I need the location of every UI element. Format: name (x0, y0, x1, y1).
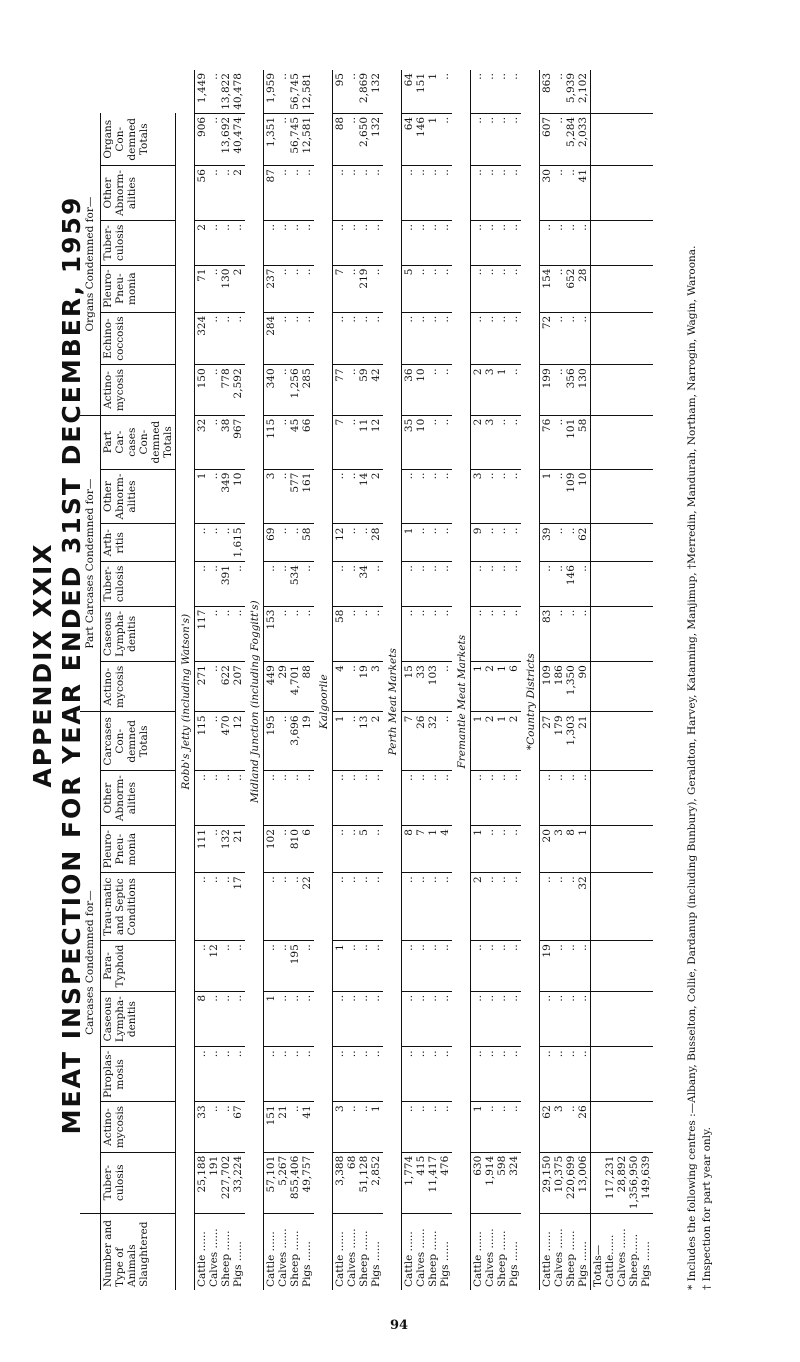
table-cell: .. .. .. .. (402, 312, 453, 365)
column-header: Other Abnorm-alities (101, 166, 176, 221)
table-cell: .. .. .. .. (540, 221, 591, 266)
table-cell: 1 .. .. .. (471, 1102, 522, 1152)
column-header: Echino-coccosis (101, 312, 176, 365)
table-cell: 1 .. 13 2 (333, 712, 384, 771)
section-heading: Robb's Jetty (including Watson's) (180, 613, 192, 790)
table-cell: .. .. .. 32 (540, 873, 591, 941)
table-cell (591, 365, 654, 415)
table-cell: .. .. 391 .. (195, 562, 246, 607)
table-cell: .. .. .. .. (402, 991, 453, 1047)
column-header: Arth-ritis (101, 524, 176, 562)
table-cell: .. .. 534 .. (264, 562, 315, 607)
carcases-group-header: Carcases Condemned for— (80, 712, 101, 1213)
table-cell: 1,449 .. 13,822 40,478 (195, 70, 246, 113)
section-heading-row (314, 70, 333, 1290)
appendix-label: APPENDIX XXIX (28, 542, 57, 788)
table-cell: .. .. .. .. (402, 469, 453, 524)
table-cell: 117 .. .. .. (195, 606, 246, 662)
table-cell: 33 .. .. 67 (195, 1102, 246, 1152)
column-header: Actino-mycosis (101, 1102, 176, 1152)
table-cell: .. .. .. .. (333, 221, 384, 266)
table-cell: .. .. .. .. (333, 166, 384, 221)
table-cell: 115 .. 470 12 (195, 712, 246, 771)
column-header: Pleuro-Pneu-monia (101, 265, 176, 312)
table-cell: 109 186 1,350 90 (540, 662, 591, 712)
table-cell (591, 166, 654, 221)
table-cell: 64 146 1 .. (402, 113, 453, 165)
table-cell: 29,150 10,375 220,699 13,006 (540, 1152, 591, 1213)
table-cell: .. .. .. .. (540, 991, 591, 1047)
table-cell (591, 415, 654, 469)
table-cell: .. .. .. .. (402, 1102, 453, 1152)
table-cell: 7 .. 219 .. (333, 265, 384, 312)
column-header: Part Car-cases Con-demned Totals (101, 415, 176, 469)
table-cell: 72 .. .. .. (540, 312, 591, 365)
animal-types-cell: Cattle ...... Calves ...... Sheep ...... Pigs ...... (195, 1213, 246, 1290)
table-cell: .. .. .. .. (333, 312, 384, 365)
column-header: Tuber-culosis (101, 562, 176, 607)
table-cell: 340 .. 1,256 285 (264, 365, 315, 415)
section-heading-row (245, 70, 264, 1290)
footnotes (685, 246, 715, 1290)
table-cell: 83 .. .. .. (540, 606, 591, 662)
table-cell: 58 .. .. .. (333, 606, 384, 662)
table-cell: 324 .. .. .. (195, 312, 246, 365)
column-header: Pleuro-Pneu-monia (101, 826, 176, 873)
table-cell: 76 .. 101 58 (540, 415, 591, 469)
table-cell: .. .. .. 1,615 (195, 524, 246, 562)
table-cell: 1 .. .. .. (471, 826, 522, 873)
animal-types-cell: Totals— Cattle...... Calves ...... Sheep...... Pigs ...... (591, 1213, 654, 1290)
table-title: MEAT INSPECTION FOR YEAR ENDED 31ST DECEMBER, 1959 (57, 195, 86, 1135)
table-cell: 115 .. 45 66 (264, 415, 315, 469)
table-cell: 271 .. 622 207 (195, 662, 246, 712)
table-cell: .. .. 5 .. (333, 826, 384, 873)
table-cell: .. .. .. .. (471, 562, 522, 607)
section-heading-row (176, 70, 195, 1290)
part-carcases-group-header: Part Carcases Condemned for— (80, 415, 101, 712)
table-row (540, 70, 591, 1290)
column-header: Tuber-culosis (101, 221, 176, 266)
table-cell: .. .. .. .. (264, 221, 315, 266)
table-cell: 284 .. .. .. (264, 312, 315, 365)
table-cell: 77 .. 59 42 (333, 365, 384, 415)
table-cell (591, 771, 654, 826)
table-cell (591, 312, 654, 365)
table-cell: 1 .. .. .. (264, 991, 315, 1047)
table-cell: .. .. .. .. (402, 1047, 453, 1102)
table-cell: 630 1,914 598 324 (471, 1152, 522, 1213)
table-row (195, 70, 246, 1290)
table-cell: .. .. 146 .. (540, 562, 591, 607)
table-cell: .. .. .. .. (471, 991, 522, 1047)
section-heading: Midland Junction (including Foggitt's) (249, 600, 261, 804)
table-cell (591, 662, 654, 712)
table-cell: .. .. 34 .. (333, 562, 384, 607)
table-cell: 87 .. .. .. (264, 166, 315, 221)
table-cell: 607 .. 5,284 2,033 (540, 113, 591, 165)
page-number: 94 (390, 1318, 409, 1333)
table-cell (591, 873, 654, 941)
table-cell: 2 3 1 .. (471, 365, 522, 415)
column-header: Para-Typhoid (101, 941, 176, 992)
table-cell: 25,188 191 227,702 33,224 (195, 1152, 246, 1213)
table-row (402, 70, 453, 1290)
table-cell: .. .. .. .. (471, 221, 522, 266)
table-cell: 150 .. 778 2,592 (195, 365, 246, 415)
footnote-part-year: † Inspection for part year only. (701, 1127, 713, 1290)
table-cell: 1,959 .. 56,745 12,581 (264, 70, 315, 113)
animal-types-cell: Cattle ...... Calves ...... Sheep ...... Pigs ...... (471, 1213, 522, 1290)
table-cell: 1 .. 109 10 (540, 469, 591, 524)
table-cell: .. .. .. 17 (195, 873, 246, 941)
table-cell: .. .. .. .. (471, 70, 522, 113)
table-cell: .. .. .. .. (402, 941, 453, 992)
table-cell: 863 .. 5,939 2,102 (540, 70, 591, 113)
table-cell: .. 12 .. .. (195, 941, 246, 992)
table-cell (591, 562, 654, 607)
table-cell: .. .. .. .. (471, 312, 522, 365)
column-header: Other Abnorm-alities (101, 469, 176, 524)
table-cell: 5 .. .. .. (402, 265, 453, 312)
table-cell: 95 .. 2,869 132 (333, 70, 384, 113)
table-cell: 2 .. .. .. (471, 873, 522, 941)
table-cell: 62 3 .. 26 (540, 1102, 591, 1152)
column-header: Actino-mycosis (101, 662, 176, 712)
table-cell (591, 221, 654, 266)
column-header: Actino-mycosis (101, 365, 176, 415)
table-cell: 7 .. 11 12 (333, 415, 384, 469)
column-header: Organs Con-demned Totals (101, 113, 176, 165)
table-cell: 3,388 68 51,128 2,852 (333, 1152, 384, 1213)
animal-types-cell: Cattle ...... Calves ...... Sheep ...... Pigs ...... (264, 1213, 315, 1290)
table-cell: .. .. .. .. (471, 166, 522, 221)
section-heading: Kalgoorlie (318, 674, 330, 730)
column-header: Piroplas-mosis (101, 1047, 176, 1102)
table-cell: .. .. .. .. (402, 562, 453, 607)
table-cell: 71 .. 130 2 (195, 265, 246, 312)
table-cell: .. .. .. .. (333, 873, 384, 941)
table-cell: 88 .. 2,650 132 (333, 113, 384, 165)
table-cell: .. .. .. .. (471, 113, 522, 165)
table-cell: .. .. 14 2 (333, 469, 384, 524)
table-cell (591, 712, 654, 771)
table-cell: 39 .. .. 62 (540, 524, 591, 562)
table-cell: 27 179 1,303 21 (540, 712, 591, 771)
table-body (176, 70, 654, 1290)
table-cell: .. .. .. .. (471, 771, 522, 826)
table-cell: 19 .. .. .. (540, 941, 591, 992)
table-cell: .. .. .. .. (264, 771, 315, 826)
table-cell: 32 .. 38 967 (195, 415, 246, 469)
table-cell: 64 151 1 .. (402, 70, 453, 113)
table-cell (591, 265, 654, 312)
table-cell: .. .. .. .. (471, 265, 522, 312)
section-heading-row (383, 70, 402, 1290)
section-heading: Perth Meat Markets (387, 648, 399, 756)
table-cell: .. .. .. .. (402, 606, 453, 662)
table-cell: 102 .. 810 6 (264, 826, 315, 873)
table-cell: 12 .. .. 28 (333, 524, 384, 562)
table-cell: .. .. .. .. (195, 1047, 246, 1102)
table-cell: .. .. .. .. (264, 1047, 315, 1102)
animal-types-cell: Cattle ...... Calves ...... Sheep ...... Pigs ...... (402, 1213, 453, 1290)
section-heading-row (521, 70, 540, 1290)
column-header: Trau-matic and Septic Conditions (101, 873, 176, 941)
table-cell: 36 10 .. .. (402, 365, 453, 415)
table-cell (591, 1102, 654, 1152)
table-cell: .. .. .. 22 (264, 873, 315, 941)
table-cell: 151 21 .. 41 (264, 1102, 315, 1152)
table-cell (591, 991, 654, 1047)
table-cell: 3 .. .. 1 (333, 1102, 384, 1152)
table-cell: .. .. .. .. (402, 221, 453, 266)
table-cell: .. .. .. .. (402, 873, 453, 941)
table-cell: .. .. 195 .. (264, 941, 315, 992)
table-cell: 199 .. 356 130 (540, 365, 591, 415)
table-cell: 9 .. .. .. (471, 524, 522, 562)
table-cell: 30 .. .. 41 (540, 166, 591, 221)
column-header: Other Abnorm-alities (101, 771, 176, 826)
section-heading: *Country Districts (525, 653, 537, 751)
table-cell: 153 .. .. .. (264, 606, 315, 662)
table-cell: .. .. .. .. (333, 771, 384, 826)
table-cell: 57,101 5,267 855,406 49,757 (264, 1152, 315, 1213)
organs-group-header: Organs Condemned for— (80, 113, 101, 415)
table-cell: 20 3 8 1 (540, 826, 591, 873)
table-cell (591, 70, 654, 113)
table-cell: 117,231 28,892 1,356,950 149,639 (591, 1152, 654, 1213)
table-cell (591, 826, 654, 873)
table-cell: .. .. .. .. (195, 771, 246, 826)
table-cell: 1,774 415 11,417 476 (402, 1152, 453, 1213)
table-cell: 69 .. .. 58 (264, 524, 315, 562)
table-cell: 3 .. .. .. (471, 469, 522, 524)
table-cell: 237 .. .. .. (264, 265, 315, 312)
column-header: Tuber-culosis (101, 1152, 176, 1213)
table-cell: 154 .. 652 28 (540, 265, 591, 312)
table-cell: 2 .. .. .. (195, 221, 246, 266)
table-cell: 2 3 .. .. (471, 415, 522, 469)
table-cell: 3 .. 577 161 (264, 469, 315, 524)
column-header: Caseous Lympha-denitis (101, 606, 176, 662)
footnote-centres: * Includes the following centres :—Albany, Busselton, Collie, Dardanup (including Bunbury), Geraldton, Harvey, Katanning, Manjimup, †Merredin, Mandurah, Northam, Narrogin, Wagin, Waroona. (686, 245, 698, 1290)
table-cell: 1 2 1 2 (471, 712, 522, 771)
section-heading: Fremantle Meat Markets (456, 634, 468, 769)
animal-types-cell: Cattle ...... Calves ...... Sheep ...... Pigs ...... (333, 1213, 384, 1290)
table-header (80, 70, 176, 1290)
column-header-row (101, 70, 176, 1290)
table-cell (591, 113, 654, 165)
table-row (264, 70, 315, 1290)
section-heading-row (452, 70, 471, 1290)
meat-inspection-table (80, 70, 653, 1290)
table-cell: 111 .. 132 21 (195, 826, 246, 873)
column-header: Caseous Lympha-denitis (101, 991, 176, 1047)
table-row (471, 70, 522, 1290)
table-row (333, 70, 384, 1290)
table-cell: .. .. .. .. (471, 1047, 522, 1102)
table-cell: 1 .. .. .. (402, 524, 453, 562)
table-cell (591, 606, 654, 662)
column-header: Carcases Con-demned Totals (101, 712, 176, 771)
table-cell: .. .. .. .. (540, 1047, 591, 1102)
table-cell: .. .. .. .. (333, 1047, 384, 1102)
table-cell (591, 524, 654, 562)
page-title (28, 30, 86, 1300)
table-cell: 195 .. 3,696 19 (264, 712, 315, 771)
table-cell (591, 1047, 654, 1102)
table-cell: 1 2 1 6 (471, 662, 522, 712)
table-cell: 4 .. 19 3 (333, 662, 384, 712)
table-cell: 15 33 103 .. (402, 662, 453, 712)
table-cell: .. .. .. .. (540, 771, 591, 826)
table-cell: .. .. .. .. (471, 606, 522, 662)
table-cell: .. .. .. .. (402, 166, 453, 221)
table-cell: .. .. .. .. (402, 771, 453, 826)
table-cell: 1 .. 349 10 (195, 469, 246, 524)
table-cell: 56 .. .. 2 (195, 166, 246, 221)
table-cell: 1 .. .. .. (333, 941, 384, 992)
rotated-page (28, 30, 740, 1300)
table-cell: 449 29 4,701 88 (264, 662, 315, 712)
table-cell: 906 .. 13,692 40,474 (195, 113, 246, 165)
table-row (591, 70, 654, 1290)
animal-types-cell: Cattle ...... Calves ...... Sheep ...... Pigs ...... (540, 1213, 591, 1290)
table-cell (591, 469, 654, 524)
table-cell: 8 .. .. .. (195, 991, 246, 1047)
column-header: Number and Type of Animals Slaughtered (101, 1213, 176, 1290)
table-cell: 1,351 .. 56,745 12,581 (264, 113, 315, 165)
table-cell: 35 10 .. .. (402, 415, 453, 469)
table-cell: .. .. .. .. (471, 941, 522, 992)
table-cell: 8 7 1 4 (402, 826, 453, 873)
table-cell: 7 26 32 .. (402, 712, 453, 771)
table-cell (591, 941, 654, 992)
table-cell: .. .. .. .. (333, 991, 384, 1047)
